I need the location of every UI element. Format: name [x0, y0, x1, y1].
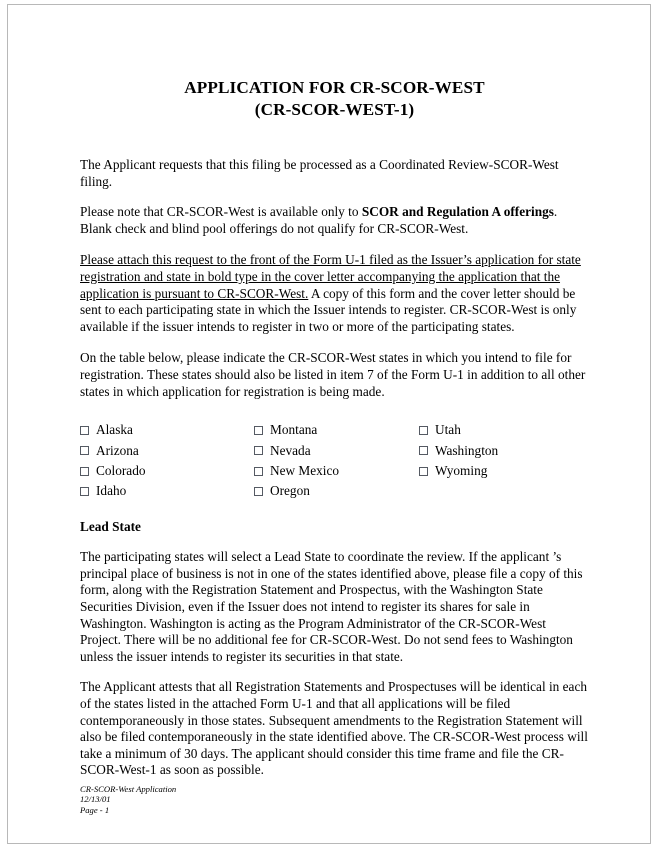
checkbox-icon[interactable]: [419, 426, 428, 435]
availability-suffix: . Blank check and blind pool offerings do not qualify for CR-SCOR-West.: [80, 204, 558, 236]
spacer: [80, 665, 589, 679]
state-option-montana[interactable]: [254, 420, 419, 440]
state-column-3: [419, 420, 589, 502]
spacer: [80, 535, 589, 549]
state-option-alaska[interactable]: [80, 420, 254, 440]
document-page: [7, 4, 651, 844]
paragraph-availability: [80, 204, 589, 237]
availability-prefix: Please note that CR-SCOR-West is available only to: [80, 204, 362, 220]
paragraph-intro: The Applicant requests that this filing be processed as a Coordinated Review-SCOR-West filing.: [80, 157, 559, 189]
state-checklist: [80, 420, 589, 502]
state-label: Nevada: [270, 442, 311, 458]
spacer: [80, 237, 589, 252]
spacer: [80, 400, 589, 420]
state-label: Wyoming: [435, 463, 488, 479]
footer-date: 12/13/01: [80, 794, 111, 805]
availability-bold-emphasis: SCOR and Regulation A offerings: [361, 204, 554, 220]
state-option-idaho[interactable]: [80, 481, 254, 501]
state-option-new-mexico[interactable]: [254, 461, 419, 481]
state-option-wyoming[interactable]: [419, 461, 589, 481]
checkbox-icon[interactable]: [80, 487, 89, 496]
checkbox-icon[interactable]: [254, 467, 263, 476]
paragraph-table-instructions: On the table below, please indicate the CR-SCOR-West states in which you intend to file for registration. These states should also be listed in item 7 of the Form U-1 in addition to all other states in which application for registration is being made.: [80, 350, 586, 399]
attach-underlined-text: Please attach this request to the front of the Form U-1 filed as the Issuer’s application for state registration and state in bold type in the cover letter accompanying the application that the application is pursuant to CR-SCOR-West.: [80, 252, 581, 301]
state-label: Utah: [435, 422, 461, 438]
checkbox-icon[interactable]: [80, 426, 89, 435]
attach-remaining-text: A copy of this form and the cover letter should be sent to each participating state in which the Issuer intends to register. CR-SCOR-West is only available if the issuer intends to register in two or more of the participating states.: [80, 285, 577, 334]
paragraph-attestation: The Applicant attests that all Registration Statements and Prospectuses will be identical in each of the states listed in the attached Form U-1 and that all applications will be filed contemporaneously in those states. Subsequent amendments to the Registration Statement will also be filed contemporaneously in the state identified above. The CR-SCOR-West process will take a minimum of 30 days. The applicant should consider this time frame and file the CR-SCOR-West-1 as soon as possible.: [80, 679, 588, 778]
checkbox-icon[interactable]: [254, 487, 263, 496]
checkbox-icon[interactable]: [80, 467, 89, 476]
state-option-colorado[interactable]: [80, 461, 254, 481]
paragraph-lead-state-body: The participating states will select a Lead State to coordinate the review. If the applicant ’s principal place of business is not in one of the states identified above, please file a copy of this form, along with the Registration Statement and Prospectus, with the Washington State Securities Division, even if the Issuer does not intend to register its shares for sale in Washington. Washington is acting as the Program Administrator of the CR-SCOR-West Project. There will be no additional fee for CR-SCOR-West. Do not send fees to Washington unless the issuer intends to register its securities in that state.: [80, 549, 583, 664]
footer-document-name: CR-SCOR-West Application: [80, 784, 177, 794]
spacer: [80, 190, 589, 204]
page-footer: [80, 784, 176, 815]
state-label: Idaho: [96, 483, 127, 499]
state-option-arizona[interactable]: [80, 441, 254, 461]
state-label: New Mexico: [270, 463, 340, 479]
page-title: [80, 77, 589, 121]
state-option-washington[interactable]: [419, 441, 589, 461]
paragraph-attach-request: [80, 252, 589, 335]
spacer: [80, 335, 589, 350]
state-option-nevada[interactable]: [254, 441, 419, 461]
spacer: [80, 121, 589, 157]
state-option-utah[interactable]: [419, 420, 589, 440]
page-title-line-2: (CR-SCOR-WEST-1): [254, 100, 415, 119]
state-column-2: [254, 420, 419, 502]
state-label: Washington: [435, 442, 499, 458]
checkbox-icon[interactable]: [80, 446, 89, 455]
state-label: Oregon: [270, 483, 310, 499]
state-label: Montana: [270, 422, 318, 438]
footer-page-number: Page - 1: [80, 804, 110, 815]
section-heading-lead-state: Lead State: [80, 518, 141, 534]
checkbox-icon[interactable]: [254, 446, 263, 455]
spacer: [80, 502, 589, 519]
checkbox-icon[interactable]: [254, 426, 263, 435]
page-title-line-1: APPLICATION FOR CR-SCOR-WEST: [184, 78, 485, 97]
checkbox-icon[interactable]: [419, 467, 428, 476]
state-label: Alaska: [96, 422, 133, 438]
checkbox-icon[interactable]: [419, 446, 428, 455]
state-label: Colorado: [96, 463, 146, 479]
state-option-oregon[interactable]: [254, 481, 419, 501]
state-label: Arizona: [96, 442, 139, 458]
state-column-1: [80, 420, 254, 502]
document-content: [80, 77, 589, 779]
